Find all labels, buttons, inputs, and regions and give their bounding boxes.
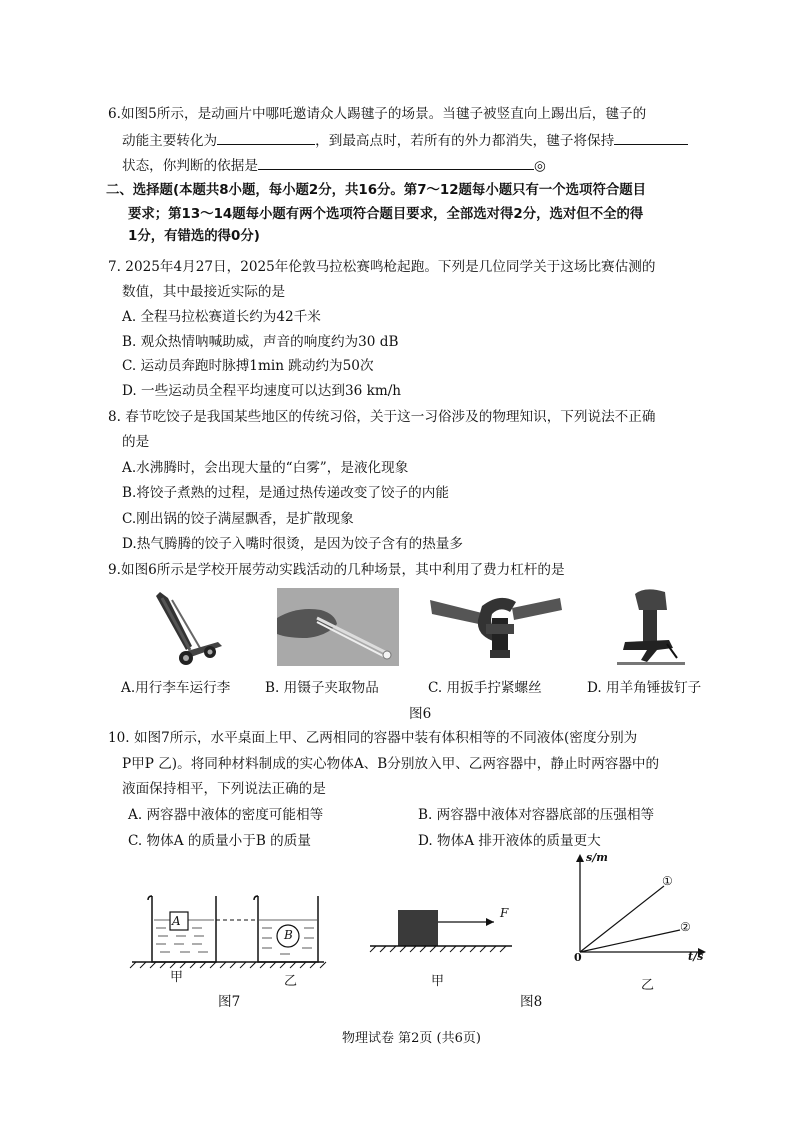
q8-line1: 8. 春节吃饺子是我国某些地区的传统习俗，关于这一习俗涉及的物理知识，下列说法不正确 (108, 409, 656, 425)
q6-blank-1[interactable] (217, 130, 315, 145)
wrench-illustration (426, 588, 564, 664)
q10-option-c[interactable]: C. 物体A 的质量小于B 的质量 (128, 833, 311, 849)
q6-blank-3[interactable] (258, 155, 534, 170)
object-a-label: A (172, 914, 181, 928)
q7-option-b[interactable]: B. 观众热情呐喊助威，声音的响度约为30 dB (122, 334, 399, 350)
q10-option-b[interactable]: B. 两容器中液体对容器底部的压强相等 (418, 807, 655, 823)
q6-line2-text-b: ，到最高点时，若所有的外力都消失，毽子将保持 (315, 133, 615, 149)
section2-line3: 1分，有错选的得0分) (128, 229, 260, 244)
q10-option-a[interactable]: A. 两容器中液体的密度可能相等 (128, 807, 324, 823)
q8-option-d[interactable]: D.热气腾腾的饺子入嘴时很烫，是因为饺子含有的热量多 (122, 536, 463, 552)
object-b-label: B (284, 928, 293, 942)
figure8-block-diagram (366, 900, 516, 956)
q9-option-c[interactable]: C. 用扳手拧紧螺丝 (428, 680, 542, 696)
q8-line2: 的是 (122, 434, 150, 450)
figure8-st-graph (560, 852, 710, 962)
q6-line2 (122, 130, 688, 151)
section2-line1: 二、选择题(本题共8小题，每小题2分，共16分。第7～12题每小题只有一个选项符合题目 (106, 183, 647, 198)
q9-line1: 9.如图6所示是学校开展劳动实践活动的几种场景，其中利用了费力杠杆的是 (108, 562, 565, 578)
q9-option-b[interactable]: B. 用镊子夹取物品 (265, 680, 379, 696)
q7-option-d[interactable]: D. 一些运动员全程平均速度可以达到36 km/h (122, 383, 402, 399)
graph-origin-label: 0 (574, 951, 582, 964)
section2-line2: 要求；第13～14题每小题有两个选项符合题目要求，全部选对得2分，选对但不全的得 (128, 207, 644, 222)
graph-line2-label: ② (680, 920, 691, 934)
q10-line3: 液面保持相平，下列说法正确的是 (122, 781, 326, 797)
figure6-caption: 图6 (409, 706, 432, 722)
figure8-label-yi: 乙 (641, 978, 655, 993)
q8-option-c[interactable]: C.刚出锅的饺子满屋飘香，是扩散现象 (122, 511, 354, 527)
q9-option-d[interactable]: D. 用羊角锤拔钉子 (587, 680, 702, 696)
figure7-label-yi: 乙 (284, 974, 298, 989)
q7-line2: 数值，其中最接近实际的是 (122, 284, 286, 300)
figure8-label-jia: 甲 (431, 974, 445, 989)
figure7-diagram (128, 890, 328, 970)
figure7-label-jia: 甲 (170, 970, 184, 985)
q9-option-a[interactable]: A.用行李车运行李 (121, 680, 231, 696)
claw-hammer-illustration (617, 584, 685, 670)
q6-mark: ◎ (533, 158, 546, 174)
figure7-caption: 图7 (218, 994, 241, 1010)
graph-x-axis-label: t/s (688, 950, 704, 963)
luggage-cart-illustration (146, 588, 230, 670)
graph-line1-label: ① (662, 874, 673, 888)
force-label: F (500, 906, 509, 920)
q10-line2: P甲P 乙)。将同种材料制成的实心物体A、B分别放入甲、乙两容器中，静止时两容器中的 (122, 756, 660, 772)
q8-option-b[interactable]: B.将饺子煮熟的过程，是通过热传递改变了饺子的内能 (122, 485, 449, 501)
q6-line3-text: 状态，你判断的依据是 (122, 158, 258, 174)
q6-line2-text-a: 动能主要转化为 (122, 133, 218, 149)
figure8-caption: 图8 (520, 994, 543, 1010)
q7-option-a[interactable]: A. 全程马拉松赛道长约为42千米 (122, 309, 321, 325)
q6-line1: 6.如图5所示，是动画片中哪吒邀请众人踢毽子的场景。当毽子被竖直向上踢出后，毽子的 (108, 106, 647, 122)
q7-option-c[interactable]: C. 运动员奔跑时脉搏1min 跳动约为50次 (122, 358, 374, 374)
q6-blank-2[interactable] (614, 130, 688, 145)
q6-line3 (122, 155, 546, 176)
page-footer: 物理试卷 第2页 (共6页) (342, 1031, 481, 1046)
graph-y-axis-label: s/m (586, 851, 608, 864)
tweezers-photo (277, 588, 399, 666)
q7-line1: 7. 2025年4月27日，2025年伦敦马拉松赛鸣枪起跑。下列是几位同学关于这场比赛估测的 (108, 259, 656, 275)
q10-line1: 10. 如图7所示，水平桌面上甲、乙两相同的容器中装有体积相等的不同液体(密度分别为 (108, 730, 638, 746)
q8-option-a[interactable]: A.水沸腾时，会出现大量的“白雾”，是液化现象 (122, 460, 409, 476)
q10-option-d[interactable]: D. 物体A 排开液体的质量更大 (418, 833, 601, 849)
